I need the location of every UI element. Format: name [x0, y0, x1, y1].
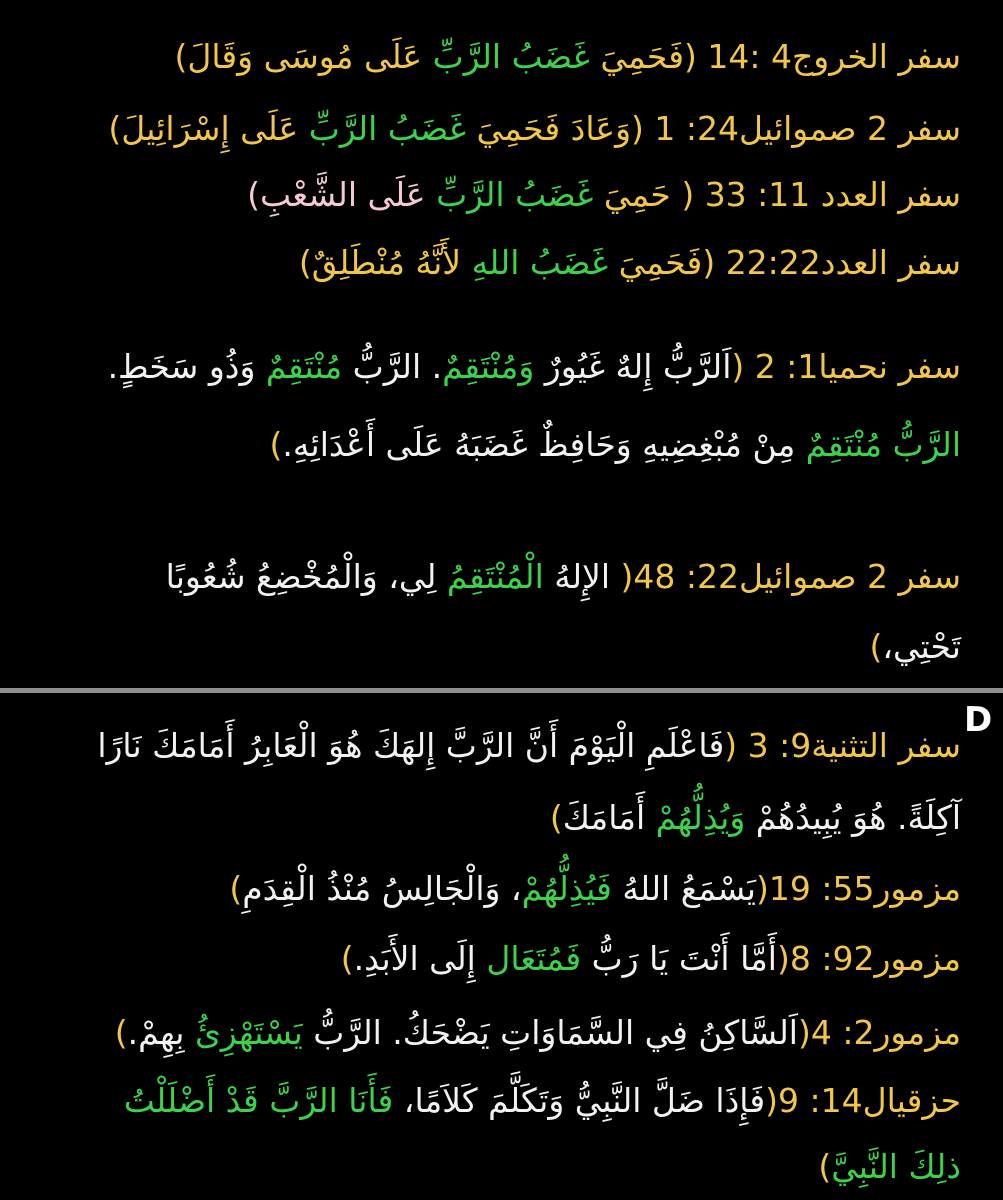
verse-reference-text: عَلَى إِسْرَائِيلَ) [108, 109, 309, 148]
highlighted-phrase: غَضَبُ الرَّبِّ [308, 109, 466, 148]
verse-text: ، وَالْجَالِسُ مُنْذُ الْقِدَمِ [242, 869, 522, 908]
verse-line [40, 172, 961, 218]
verse-reference-text: ) [869, 627, 883, 666]
verse-text: تَحْتِي، [882, 627, 961, 666]
verse-line [40, 422, 961, 468]
verse-reference-text: ) [114, 1013, 128, 1052]
verse-text: وَذُو سَخَطٍ. [107, 347, 266, 386]
verse-reference-text: عَلَى مُوسَى وَقَالَ) [174, 37, 433, 76]
verse-text: الإِلهُ [543, 557, 611, 596]
highlighted-phrase: مُنْتَقِمٌ [265, 347, 343, 386]
verse-reference-text: حزقيال14: 9( [765, 1081, 961, 1120]
verse-line [40, 1010, 961, 1056]
highlighted-phrase: وَيُذِلُّهُمْ [655, 798, 746, 837]
highlighted-phrase: الْمُنْتَقِمُ [446, 557, 544, 596]
verse-text: لِي، وَالْمُخْضِعُ شُعُوبًا [165, 557, 447, 596]
highlighted-phrase: وَمُنْتَقِمٌ [442, 347, 535, 386]
highlighted-phrase: يَسْتَهْزِئُ [194, 1013, 303, 1052]
verse-reference-text: ) [340, 939, 354, 978]
verse-reference-text: ) [549, 798, 563, 837]
verse-line [40, 1078, 961, 1124]
verse-line [40, 866, 961, 912]
verse-text: آكِلَةً. هُوَ يُبِيدُهُمْ [745, 798, 961, 837]
verse-reference-text: سفر التثنية9: 3 ( [724, 726, 961, 765]
highlighted-phrase: فَأَنَا الرَّبَّ قَدْ أَضْلَلْتُ [123, 1081, 394, 1120]
verse-text: اَلرَّبُّ إِلهٌ غَيُورٌ [534, 347, 732, 386]
verse-line [40, 554, 961, 600]
verse-text: فَإِذَا ضَلَّ النَّبِيُّ وَتَكَلَّمَ كَلاَمًا، [393, 1081, 766, 1120]
verse-line [40, 1144, 961, 1190]
verse-reference-text: ) [818, 1147, 832, 1186]
highlighted-phrase: فَيُذِلُّهُمْ [521, 869, 612, 908]
verse-text: أَمَامَكَ [562, 798, 656, 837]
verse-text: فَاعْلَمِ الْيَوْمَ أَنَّ الرَّبَّ إِلهَكَ هُوَ الْعَابِرُ أَمَامَكَ نَارًا [97, 726, 725, 765]
verse-text: اَلسَّاكِنُ فِي السَّمَاوَاتِ يَضْحَكُ. الرَّبُّ [302, 1013, 798, 1052]
verse-reference-text: سفر العدد 11: 33 ( حَمِيَ [593, 175, 961, 214]
verse-reference-text: مزمور2: 4( [797, 1013, 961, 1052]
verse-reference-text: ) [229, 869, 243, 908]
highlighted-phrase: غَضَبُ الرَّبِّ [432, 37, 590, 76]
verse-reference-text: لأَنَّهُ مُنْطَلِقٌ) [298, 243, 472, 282]
verse-line [40, 723, 961, 769]
verse-line [40, 936, 961, 982]
verse-line [40, 344, 961, 390]
verse-line [40, 795, 961, 841]
verse-reference-text: سفر الخروج4 :14 (فَحَمِيَ [589, 37, 961, 76]
verse-line [40, 240, 961, 286]
verse-text: أَمَّا أَنْتَ يَا رَبُّ [581, 939, 777, 978]
verse-reference-text: سفر نحميا1: 2 ( [731, 347, 961, 386]
d-logo-letter: D [964, 700, 992, 739]
verse-reference-text: سفر العدد22:22 (فَحَمِيَ [608, 243, 961, 282]
verse-reference-text: ) [269, 425, 283, 464]
verse-line [40, 34, 961, 80]
verse-text: مِنْ مُبْغِضِيهِ وَحَافِظٌ غَضَبَهُ عَلَى أَعْدَائِهِ. [282, 425, 806, 464]
verse-text: عَلَى الشَّعْبِ) [247, 175, 437, 214]
verse-text: بِهِمْ. [127, 1013, 195, 1052]
highlighted-phrase: فَمُتَعَال [486, 939, 582, 978]
verse-reference-text: سفر 2 صموائيل22: 48( [610, 557, 961, 596]
verse-reference-text: مزمور92: 8( [776, 939, 961, 978]
verse-line [40, 106, 961, 152]
d-logo-icon [962, 699, 992, 739]
verse-text: . الرَّبُّ [342, 347, 443, 386]
verse-text: يَسْمَعُ اللهُ [611, 869, 756, 908]
verse-reference-text: مزمور55: 19( [755, 869, 961, 908]
highlighted-phrase: الرَّبُّ مُنْتَقِمٌ [805, 425, 961, 464]
highlighted-phrase: ذلِكَ النَّبِيَّ [831, 1147, 961, 1186]
highlighted-phrase: غَضَبُ الرَّبِّ [436, 175, 594, 214]
verse-line [40, 624, 961, 670]
verse-text: إِلَى الأَبَدِ. [353, 939, 487, 978]
highlighted-phrase: غَضَبُ اللهِ [471, 243, 609, 282]
verse-reference-text: سفر 2 صموائيل24: 1 (وَعَادَ فَحَمِيَ [466, 109, 961, 148]
